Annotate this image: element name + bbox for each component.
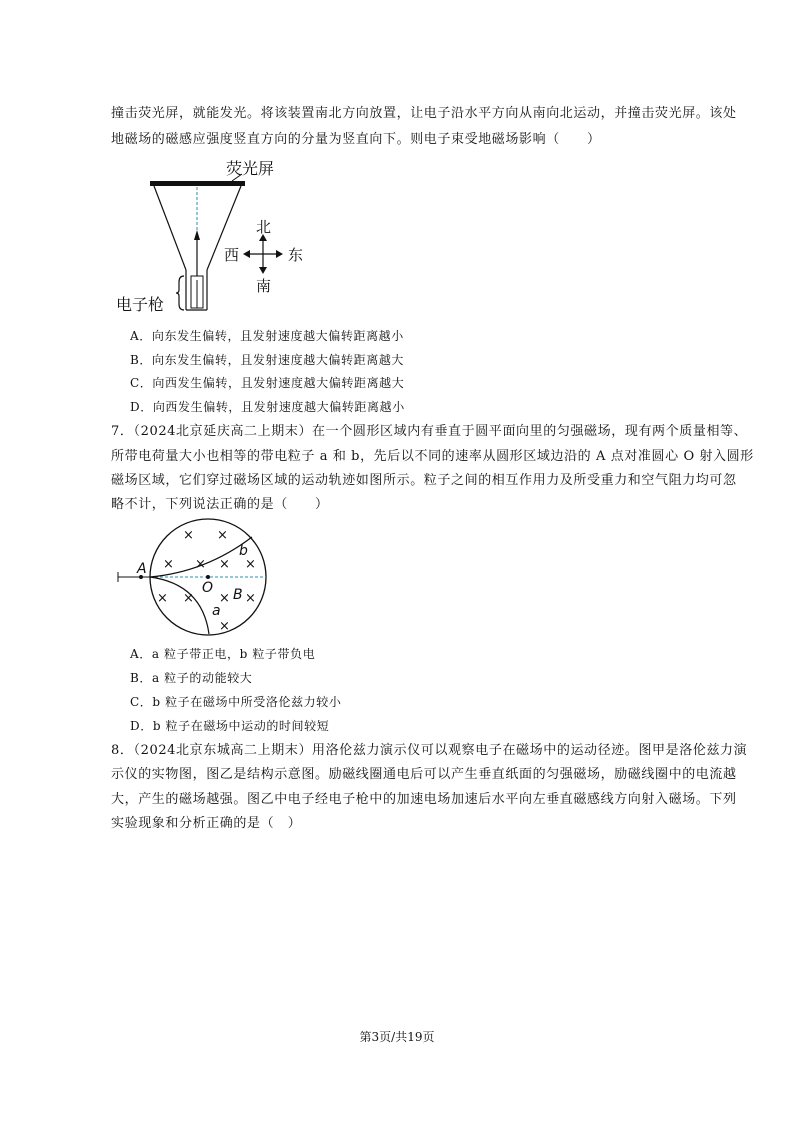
field-cross: × [183,591,194,606]
fluorescent-screen [150,181,245,186]
west-arrow-icon [243,250,250,258]
crt-figure [110,152,320,320]
funnel-left-edge [154,186,186,270]
q6-option-a: A．向东发生偏转，且发射速度越大偏转距离越小 [130,329,404,343]
screen-label: 荧光屏 [226,159,275,178]
q6-option-c: C．向西发生偏转，且发射速度越大偏转距离越大 [130,376,405,390]
label-particle-a: a [212,603,221,619]
q6-option-d: D．向西发生偏转，且发射速度越大偏转距离越小 [130,400,405,414]
q8-text-line-3: 大，产生的磁场越强。图乙中电子经电子枪中的加速电场加速后水平向左垂直磁感线方向射入磁场。下列 [111,792,737,807]
label-a-point: A [137,561,147,577]
field-cross: × [157,591,168,606]
q7-option-a: A．a 粒子带正电，b 粒子带负电 [130,647,316,661]
q7-option-c: C．b 粒子在磁场中所受洛伦兹力较小 [130,695,342,709]
field-cross: × [219,591,230,606]
q7-option-b: B．a 粒子的动能较大 [130,671,253,685]
field-cross: × [219,557,230,572]
field-cross: × [163,557,174,572]
field-cross: × [245,557,256,572]
field-cross: × [219,619,230,634]
q7-option-d: D．b 粒子在磁场中运动的时间较短 [130,719,330,733]
label-point-b: B [233,587,243,603]
south-arrow-icon [259,267,267,274]
compass-east: 东 [288,246,304,264]
center-o-dot [206,575,210,579]
q7-text-line-3: 磁场区域，它们穿过磁场区域的运动轨迹如图所示。粒子之间的相互作用力及所受重力和空气阻力均可忽 [111,473,737,488]
q7-text-line-4: 略不计，下列说法正确的是（ ） [111,497,329,512]
compass-south: 南 [256,277,272,295]
label-center-o: O [202,580,214,596]
east-arrow-icon [276,250,283,258]
q7-text-line-2: 所带电荷量大小也相等的带电粒子 a 和 b，先后以不同的速率从圆形区域边沿的 A 点对准圆心 O 射入圆形 [111,449,754,464]
compass-west: 西 [224,246,240,264]
label-particle-b: b [239,543,248,559]
field-cross: × [183,528,194,543]
compass-north: 北 [256,218,272,236]
gun-label: 电子枪 [116,295,165,314]
q8-text-line-4: 实验现象和分析正确的是（ ） [111,816,302,831]
q6-option-b: B．向东发生偏转，且发射速度越大偏转距离越大 [130,353,405,367]
beam-arrowhead [194,230,200,240]
q6-text-line-1: 撞击荧光屏，就能发光。将该装置南北方向放置，让电子沿水平方向从南向北运动，并撞击荧光屏。该处 [111,106,737,121]
q7-text-line-1: 7．（2024北京延庆高二上期末）在一个圆形区域内有垂直于圆平面向里的匀强磁场，现有两个质量相等、 [111,424,748,439]
gun-brace [176,276,184,310]
field-cross: × [217,528,228,543]
q6-text-line-2: 地磁场的磁感应强度竖直方向的分量为竖直向下。则电子束受地磁场影响（ ） [111,132,601,147]
q8-text-line-2: 示仪的实物图，图乙是结构示意图。励磁线圈通电后可以产生垂直纸面的匀强磁场，励磁线圈中的电流越 [111,767,737,782]
field-cross: × [245,591,256,606]
field-cross: × [195,557,206,572]
magnetic-field-figure [110,514,280,644]
q8-text-line-1: 8．（2024北京东城高二上期末）用洛伦兹力演示仪可以观察电子在磁场中的运动径迹。图甲是洛伦兹力演 [111,743,748,758]
page-footer: 第3页/共19页 [359,1030,435,1044]
